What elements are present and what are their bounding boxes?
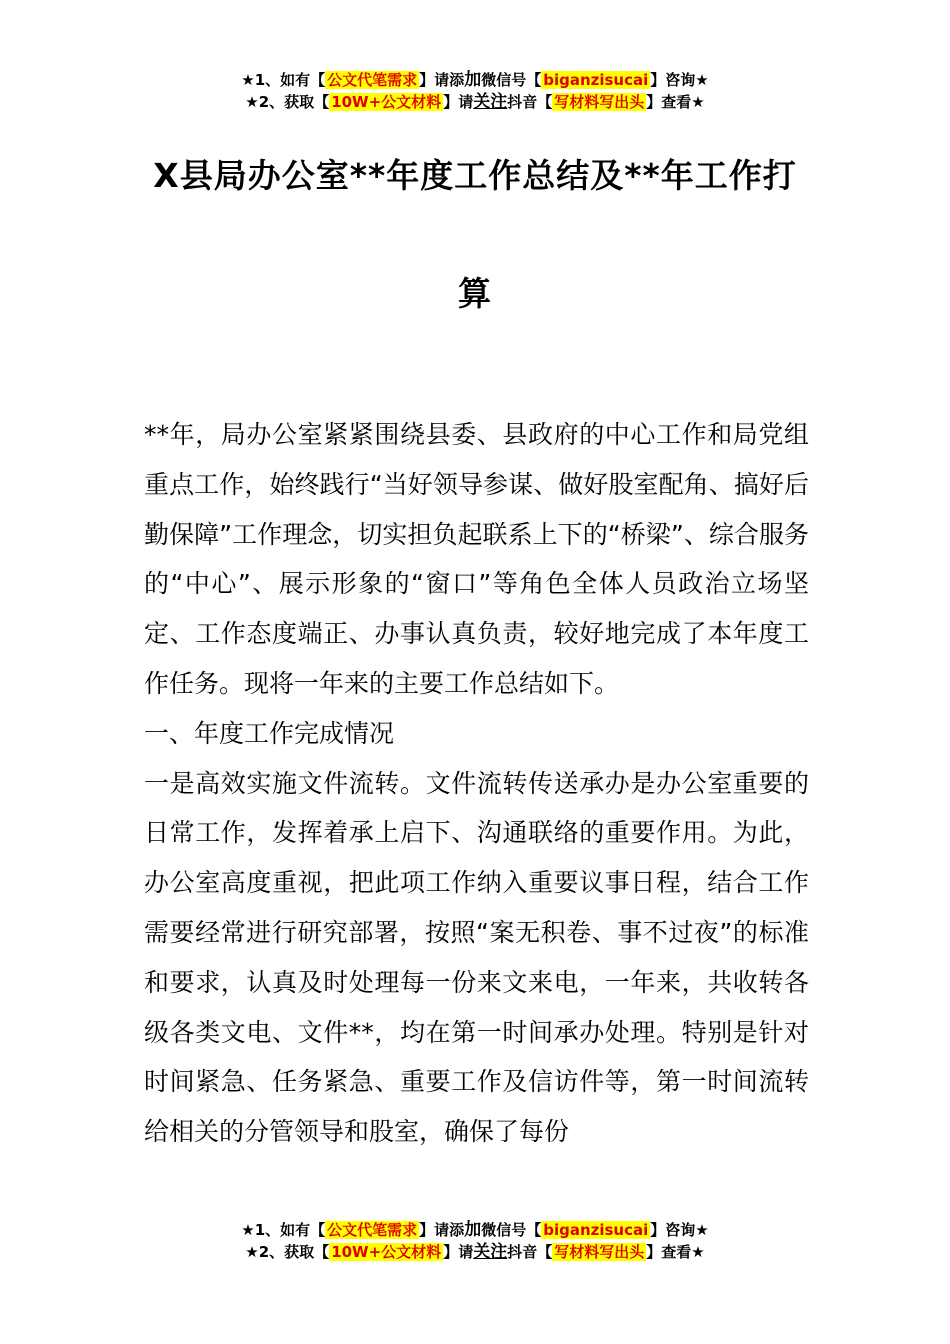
- promo-footer-line-2-mid1: 】请: [443, 1243, 474, 1261]
- promo-line-1: [0, 69, 950, 91]
- document-title-line-1: X县局办公室**年度工作总结及**年工作打: [153, 156, 797, 195]
- promo-line-2-underline-word: 关注: [473, 92, 508, 112]
- promo-line-1-mid1: 】请添: [419, 71, 465, 89]
- promo-line-1-mid2: 微信号【: [481, 71, 542, 89]
- promo-highlight-wechat-id: biganzisucai: [543, 71, 649, 89]
- promo-footer-highlight-ghostwriting: 公文代笔需求: [327, 1221, 418, 1239]
- promo-footer-line-1-mid1: 】请添: [419, 1221, 465, 1239]
- paragraph-file-circulation: 一是高效实施文件流转。文件流转传送承办是办公室重要的日常工作，发挥着承上启下、沟通联络的重要作用。为此，办公室高度重视，把此项工作纳入重要议事日程，结合工作需要经常进行研究部署，按照“案无积卷、事不过夜”的标准和要求，认真及时处理每一份来文来电，一年来，共收转各级各类文电、文件**，均在第一时间承办处理。特别是针对时间紧急、任务紧急、重要工作及信访件等，第一时间流转给相关的分管领导和股室，确保了每份: [144, 768, 809, 1147]
- promo-footer-line-1-mid2: 微信号【: [481, 1221, 542, 1239]
- promo-line-2-suffix: 】查看★: [646, 93, 705, 111]
- promo-footer-line-2-suffix: 】查看★: [646, 1243, 705, 1261]
- promo-line-2-prefix: ★2、获取【: [245, 93, 330, 111]
- promo-line-2: [0, 91, 950, 113]
- promo-line-1-big-word: 加: [464, 70, 482, 90]
- promo-footer-highlight-wechat-id: biganzisucai: [543, 1221, 649, 1239]
- document-body: [144, 410, 809, 1157]
- promo-line-2-mid2: 抖音【: [507, 93, 553, 111]
- promo-footer-line-2-underline-word: 关注: [473, 1242, 508, 1262]
- promo-highlight-ghostwriting: 公文代笔需求: [327, 71, 418, 89]
- promo-footer-line-2-prefix: ★2、获取【: [245, 1243, 330, 1261]
- promo-footer-line-1-big-word: 加: [464, 1220, 482, 1240]
- paragraph-intro: **年，局办公室紧紧围绕县委、县政府的中心工作和局党组重点工作，始终践行“当好领导参谋、做好股室配角、搞好后勤保障”工作理念，切实担负起联系上下的“桥梁”、综合服务的“中心”、展示形象的“窗口”等角色全体人员政治立场坚定、工作态度端正、办事认真负责，较好地完成了本年度工作任务。现将一年来的主要工作总结如下。: [144, 420, 809, 698]
- promo-footer-highlight-materials: 10W+公文材料: [331, 1243, 442, 1261]
- promo-header: [0, 69, 950, 113]
- promo-line-1-suffix: 】咨询★: [650, 71, 709, 89]
- promo-footer-line-1-prefix: ★1、如有【: [241, 1221, 326, 1239]
- promo-highlight-douyin: 写材料写出头: [554, 93, 645, 111]
- promo-footer-line-1: [0, 1219, 950, 1241]
- promo-line-2-mid1: 】请: [443, 93, 474, 111]
- document-title-line-2: 算: [458, 274, 492, 313]
- promo-footer-line-1-suffix: 】咨询★: [650, 1221, 709, 1239]
- section-heading: 一、年度工作完成情况: [144, 718, 395, 748]
- promo-footer: [0, 1219, 950, 1263]
- promo-highlight-materials: 10W+公文材料: [331, 93, 442, 111]
- promo-line-1-prefix: ★1、如有【: [241, 71, 326, 89]
- promo-footer-line-2: [0, 1241, 950, 1263]
- promo-footer-line-2-mid2: 抖音【: [507, 1243, 553, 1261]
- promo-footer-highlight-douyin: 写材料写出头: [554, 1243, 645, 1261]
